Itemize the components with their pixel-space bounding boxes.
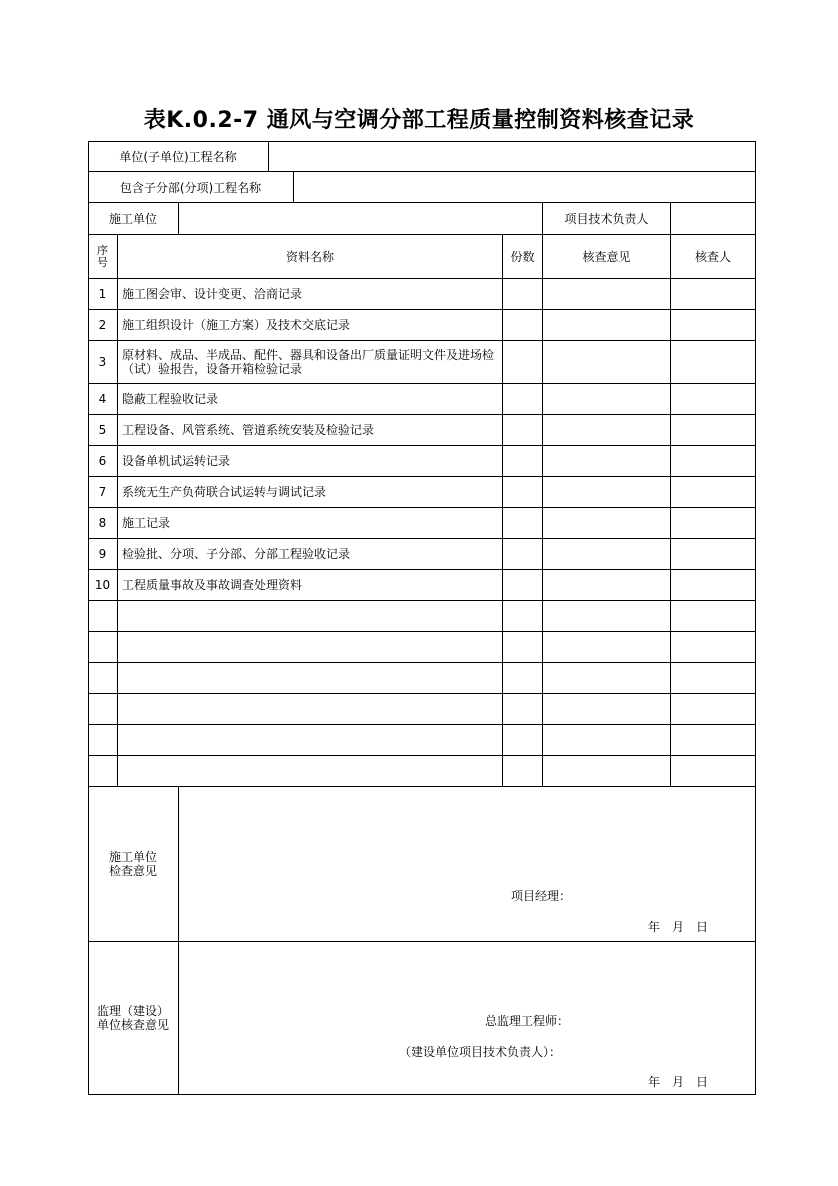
row-copies-field[interactable]: [503, 415, 543, 446]
row-copies-field[interactable]: [503, 725, 543, 756]
row-document-name: [118, 725, 503, 756]
row-checker-field[interactable]: [671, 415, 756, 446]
row-copies-field[interactable]: [503, 601, 543, 632]
row-checker-field[interactable]: [671, 341, 756, 384]
row-document-name: [118, 756, 503, 787]
row-document-name: [118, 663, 503, 694]
row-copies-field[interactable]: [503, 446, 543, 477]
row-seq: 7: [88, 477, 118, 508]
page-title: 表K.0.2-7 通风与空调分部工程质量控制资料核查记录: [143, 108, 695, 133]
row-opinion-field[interactable]: [543, 694, 671, 725]
row-opinion-field[interactable]: [543, 384, 671, 415]
project-manager-label: 项目经理：: [511, 889, 572, 903]
row-copies-field[interactable]: [503, 539, 543, 570]
row-seq: 4: [88, 384, 118, 415]
row-seq: [88, 725, 118, 756]
row-opinion-field[interactable]: [543, 415, 671, 446]
row-opinion-field[interactable]: [543, 601, 671, 632]
row-document-name: 设备单机试运转记录: [118, 446, 503, 477]
row-seq: [88, 694, 118, 725]
row-seq: [88, 632, 118, 663]
row-document-name: 原材料、成品、半成品、配件、器具和设备出厂质量证明文件及进场检（试）验报告，设备开箱检验记录: [118, 341, 503, 384]
construction-unit-field[interactable]: [179, 203, 543, 235]
row-opinion-field[interactable]: [543, 341, 671, 384]
row-document-name: 施工组织设计（施工方案）及技术交底记录: [118, 310, 503, 341]
column-header-opinion: 核查意见: [543, 235, 671, 279]
column-header-seq-char: 序: [97, 243, 108, 257]
row-copies-field[interactable]: [503, 310, 543, 341]
row-copies-field[interactable]: [503, 756, 543, 787]
row-seq: 5: [88, 415, 118, 446]
row-checker-field[interactable]: [671, 279, 756, 310]
row-document-name: 工程质量事故及事故调查处理资料: [118, 570, 503, 601]
row-checker-field[interactable]: [671, 694, 756, 725]
row-opinion-field[interactable]: [543, 539, 671, 570]
supervision-check-label: [88, 942, 179, 1095]
row-seq: [88, 756, 118, 787]
row-seq: 10: [88, 570, 118, 601]
chief-engineer-label: 总监理工程师：: [485, 1014, 570, 1028]
row-checker-field[interactable]: [671, 663, 756, 694]
row-checker-field[interactable]: [671, 310, 756, 341]
row-copies-field[interactable]: [503, 341, 543, 384]
row-seq: 1: [88, 279, 118, 310]
row-document-name: 施工记录: [118, 508, 503, 539]
row-opinion-field[interactable]: [543, 279, 671, 310]
row-copies-field[interactable]: [503, 279, 543, 310]
subproject-name-field[interactable]: [294, 172, 756, 203]
row-opinion-field[interactable]: [543, 508, 671, 539]
row-checker-field[interactable]: [671, 508, 756, 539]
column-header-checker: 核查人: [671, 235, 756, 279]
row-checker-field[interactable]: [671, 632, 756, 663]
supervision-check-label-line: 单位核查意见: [96, 1018, 169, 1032]
row-opinion-field[interactable]: [543, 663, 671, 694]
row-copies-field[interactable]: [503, 477, 543, 508]
column-header-name: 资料名称: [118, 235, 503, 279]
row-document-name: 隐蔽工程验收记录: [118, 384, 503, 415]
row-opinion-field[interactable]: [543, 725, 671, 756]
row-seq: [88, 601, 118, 632]
subproject-name-label: 包含子分部(分项)工程名称: [88, 172, 294, 203]
row-copies-field[interactable]: [503, 663, 543, 694]
row-copies-field[interactable]: [503, 694, 543, 725]
tech-lead-label: 项目技术负责人: [543, 203, 671, 235]
row-checker-field[interactable]: [671, 477, 756, 508]
row-opinion-field[interactable]: [543, 310, 671, 341]
row-seq: [88, 663, 118, 694]
construction-unit-label: 施工单位: [88, 203, 179, 235]
row-copies-field[interactable]: [503, 570, 543, 601]
row-document-name: 施工图会审、设计变更、洽商记录: [118, 279, 503, 310]
row-opinion-field[interactable]: [543, 570, 671, 601]
row-checker-field[interactable]: [671, 384, 756, 415]
row-seq: 6: [88, 446, 118, 477]
row-checker-field[interactable]: [671, 756, 756, 787]
row-checker-field[interactable]: [671, 570, 756, 601]
column-header-seq: [88, 235, 118, 279]
row-document-name: 工程设备、风管系统、管道系统安装及检验记录: [118, 415, 503, 446]
owner-tech-lead-label: （建设单位项目技术负责人）：: [399, 1045, 562, 1059]
supervision-date-label: 年 月 日: [648, 1075, 709, 1089]
row-document-name: [118, 632, 503, 663]
column-header-copies: 份数: [503, 235, 543, 279]
row-seq: 9: [88, 539, 118, 570]
row-opinion-field[interactable]: [543, 446, 671, 477]
unit-project-name-label: 单位(子单位)工程名称: [88, 141, 269, 172]
row-opinion-field[interactable]: [543, 756, 671, 787]
row-document-name: [118, 601, 503, 632]
row-seq: 2: [88, 310, 118, 341]
construction-check-label: [88, 787, 179, 942]
row-seq: 8: [88, 508, 118, 539]
row-checker-field[interactable]: [671, 539, 756, 570]
row-seq: 3: [88, 341, 118, 384]
tech-lead-field[interactable]: [671, 203, 756, 235]
column-header-seq-char: 号: [97, 255, 108, 269]
supervision-check-label-line: 监理（建设）: [96, 1004, 169, 1018]
row-checker-field[interactable]: [671, 725, 756, 756]
row-document-name: 检验批、分项、子分部、分部工程验收记录: [118, 539, 503, 570]
row-copies-field[interactable]: [503, 632, 543, 663]
row-checker-field[interactable]: [671, 601, 756, 632]
unit-project-name-field[interactable]: [269, 141, 756, 172]
row-document-name: 系统无生产负荷联合试运转与调试记录: [118, 477, 503, 508]
construction-check-label-line: 施工单位: [108, 850, 157, 864]
row-document-name: [118, 694, 503, 725]
row-checker-field[interactable]: [671, 446, 756, 477]
row-copies-field[interactable]: [503, 508, 543, 539]
row-opinion-field[interactable]: [543, 477, 671, 508]
construction-date-label: 年 月 日: [648, 920, 709, 934]
row-copies-field[interactable]: [503, 384, 543, 415]
row-opinion-field[interactable]: [543, 632, 671, 663]
construction-check-label-line: 检查意见: [108, 864, 157, 878]
